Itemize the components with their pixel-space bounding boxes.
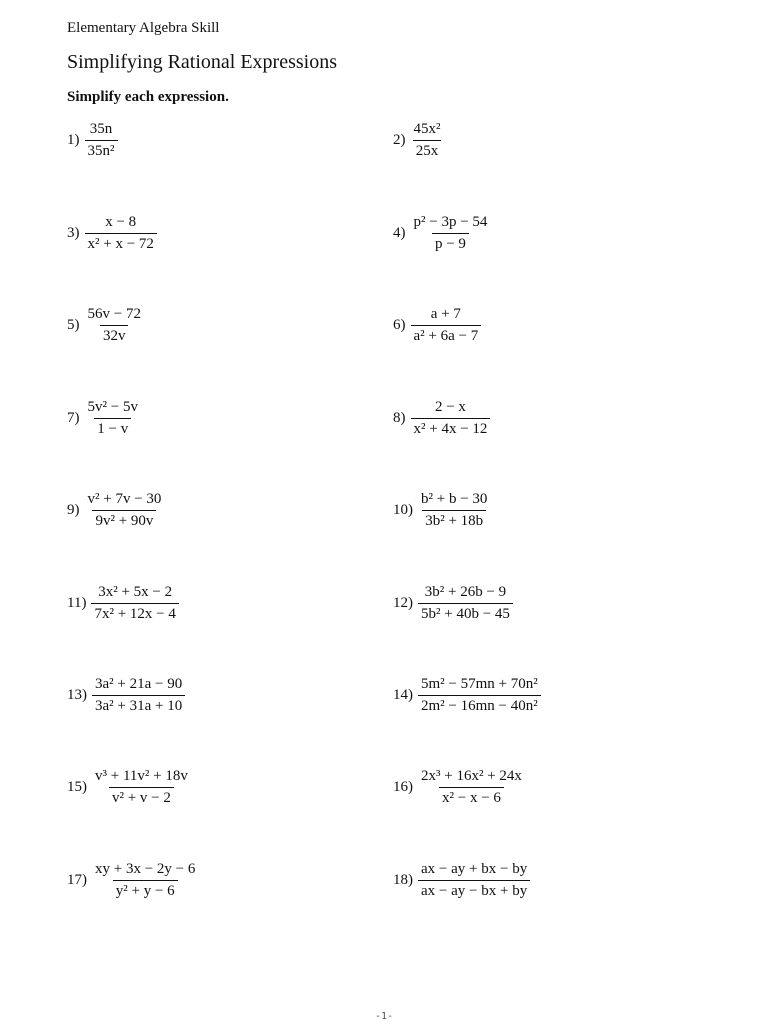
problem-number: 3)	[67, 225, 80, 241]
fraction	[92, 860, 198, 901]
problem-number: 16)	[393, 779, 413, 795]
fraction	[418, 583, 513, 624]
fraction	[411, 213, 491, 254]
numerator: 2 − x	[434, 399, 466, 415]
problem-number: 6)	[393, 317, 406, 333]
fraction	[418, 860, 530, 901]
denominator: 2m² − 16mn − 40n²	[418, 695, 541, 716]
problem-16	[393, 767, 525, 808]
problem-10	[393, 490, 490, 531]
fraction	[85, 213, 157, 254]
problem-number: 7)	[67, 410, 80, 426]
denominator: 1 − v	[94, 418, 131, 439]
problem-4	[393, 213, 490, 254]
fraction	[85, 398, 141, 439]
denominator: ax − ay − bx + by	[418, 880, 530, 901]
problem-8	[393, 398, 490, 439]
denominator: 35n²	[85, 140, 118, 161]
numerator: xy + 3x − 2y − 6	[95, 861, 196, 877]
fraction	[418, 490, 490, 531]
problem-number: 17)	[67, 872, 87, 888]
problem-number: 9)	[67, 502, 80, 518]
fraction	[92, 767, 191, 808]
fraction	[92, 675, 185, 716]
problem-number: 1)	[67, 132, 80, 148]
problem-11	[67, 583, 179, 624]
worksheet-title: Simplifying Rational Expressions	[67, 51, 337, 73]
denominator: 9v² + 90v	[92, 510, 156, 531]
problem-12	[393, 583, 513, 624]
fraction	[85, 305, 144, 346]
denominator: a² + 6a − 7	[411, 325, 482, 346]
problem-3	[67, 213, 157, 254]
numerator: x − 8	[105, 214, 137, 230]
course-name: Elementary Algebra Skill	[67, 20, 220, 36]
problem-number: 8)	[393, 410, 406, 426]
problem-number: 15)	[67, 779, 87, 795]
problem-number: 2)	[393, 132, 406, 148]
problem-7	[67, 398, 141, 439]
denominator: x² + x − 72	[85, 233, 157, 254]
problem-number: 13)	[67, 687, 87, 703]
problem-1	[67, 120, 118, 161]
problem-6	[393, 305, 481, 346]
problem-9	[67, 490, 164, 531]
numerator: 5v² − 5v	[87, 399, 138, 415]
problem-number: 11)	[67, 595, 87, 611]
denominator: v² + v − 2	[109, 787, 174, 808]
fraction	[418, 767, 525, 808]
numerator: 3b² + 26b − 9	[424, 584, 507, 600]
problem-18	[393, 860, 530, 901]
fraction	[85, 490, 165, 531]
numerator: v³ + 11v² + 18v	[95, 768, 188, 784]
numerator: 45x²	[413, 121, 441, 137]
fraction	[411, 120, 444, 161]
numerator: 35n	[89, 121, 113, 137]
denominator: x² − x − 6	[439, 787, 504, 808]
problem-number: 12)	[393, 595, 413, 611]
page-number: -1-	[374, 1011, 394, 1022]
denominator: 3a² + 31a + 10	[92, 695, 185, 716]
denominator: 5b² + 40b − 45	[418, 603, 513, 624]
numerator: 5m² − 57mn + 70n²	[421, 676, 538, 692]
fraction	[85, 120, 118, 161]
denominator: p − 9	[432, 233, 469, 254]
problem-number: 5)	[67, 317, 80, 333]
denominator: x² + 4x − 12	[411, 418, 491, 439]
problem-17	[67, 860, 198, 901]
problem-14	[393, 675, 541, 716]
instructions: Simplify each expression.	[67, 89, 229, 105]
problem-number: 4)	[393, 225, 406, 241]
fraction	[91, 583, 178, 624]
numerator: v² + 7v − 30	[87, 491, 162, 507]
fraction	[411, 305, 482, 346]
denominator: 7x² + 12x − 4	[91, 603, 178, 624]
numerator: b² + b − 30	[421, 491, 488, 507]
denominator: y² + y − 6	[113, 880, 178, 901]
denominator: 25x	[413, 140, 442, 161]
problem-13	[67, 675, 185, 716]
problem-number: 14)	[393, 687, 413, 703]
problem-5	[67, 305, 144, 346]
problem-number: 10)	[393, 502, 413, 518]
denominator: 32v	[100, 325, 129, 346]
numerator: 3x² + 5x − 2	[98, 584, 173, 600]
fraction	[411, 398, 491, 439]
numerator: p² − 3p − 54	[413, 214, 488, 230]
fraction	[418, 675, 541, 716]
denominator: 3b² + 18b	[422, 510, 486, 531]
numerator: 2x³ + 16x² + 24x	[421, 768, 522, 784]
numerator: ax − ay + bx − by	[421, 861, 528, 877]
problem-number: 18)	[393, 872, 413, 888]
numerator: 3a² + 21a − 90	[95, 676, 183, 692]
numerator: a + 7	[430, 306, 461, 322]
problem-2	[393, 120, 444, 161]
problem-15	[67, 767, 191, 808]
numerator: 56v − 72	[87, 306, 141, 322]
